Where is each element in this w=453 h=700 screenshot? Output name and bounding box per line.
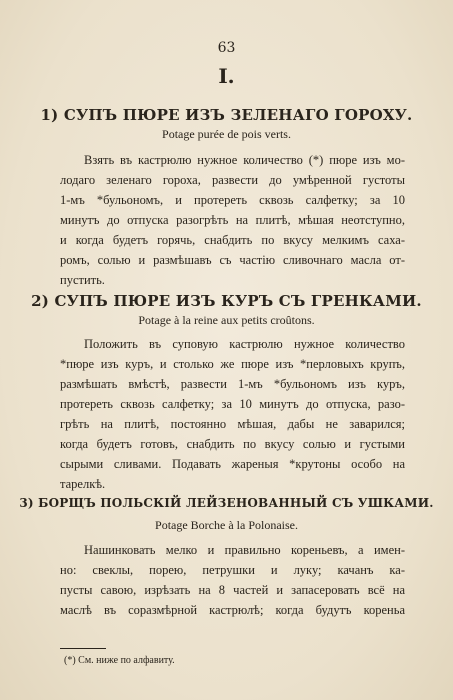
recipe-3-title: 3) БОРЩЪ ПОЛЬСКІЙ ЛЕЙЗЕНОВАННЫЙ СЪ УШКАМИ. — [19, 496, 434, 510]
recipe-3-subtitle: Potage Borche à la Polonaise. — [155, 518, 298, 532]
recipe-1-line: минутъ до отпуска разогрѣть на плитѣ, мѣшая неотступно, — [60, 213, 405, 227]
recipe-3-line: маслѣ въ соразмѣрной кастрюлѣ; когда будутъ кореньа — [60, 603, 405, 617]
recipe-1-line: 1-мъ *бульономъ, и протереть сквозь салфетку; за 10 — [60, 193, 405, 207]
recipe-1-title: 1) СУПЪ ПЮРЕ ИЗЪ ЗЕЛЕНАГО ГОРОХУ. — [40, 106, 413, 124]
section-numeral: I. — [218, 64, 235, 88]
recipe-1-subtitle: Potage purée de pois verts. — [162, 127, 291, 141]
recipe-1-line: и когда будетъ горячь, снабдить по вкусу мелкимъ саха- — [60, 233, 405, 247]
recipe-2-line: протереть сквозь салфетку; за 10 минутъ до отпуска, разо- — [60, 397, 405, 411]
page-number: 63 — [217, 40, 236, 56]
recipe-1-line: пустить. — [60, 273, 105, 287]
recipe-2-line: тарелкѣ. — [60, 477, 106, 491]
recipe-2-line: *пюре изъ куръ, и столько же пюре изъ *перловыхъ крупъ, — [60, 357, 405, 371]
recipe-2-line: грѣть на плитѣ, постоянно мѣшая, дабы не заварился; — [60, 417, 405, 431]
recipe-1-line: Взять въ кастрюлю нужное количество (*) пюре изъ мо- — [84, 153, 405, 167]
recipe-2-title: 2) СУПЪ ПЮРЕ ИЗЪ КУРЪ СЪ ГРЕНКАМИ. — [31, 292, 422, 310]
footnote: (*) См. ниже по алфавиту. — [64, 655, 175, 666]
recipe-2-subtitle: Potage à la reine aux petits croûtons. — [138, 313, 315, 327]
recipe-2-line: сырыми сливами. Подавать жареныя *крутоны особо на — [60, 457, 405, 471]
recipe-3-line: Нашинковать мелко и правильно кореньевъ, а имен- — [84, 543, 405, 557]
recipe-2-line: размѣшать вмѣстѣ, развести 1-мъ *бульономъ изъ куръ, — [60, 377, 405, 391]
footnote-rule — [60, 648, 106, 649]
recipe-1-line: ромъ, солью и размѣшавъ съ частію сливочнаго масла от- — [60, 253, 405, 267]
recipe-1-line: лодаго зеленаго гороха, развести до умѣренной густоты — [60, 173, 405, 187]
recipe-2-line: Положить въ суповую кастрюлю нужное количество — [84, 337, 405, 351]
recipe-2-line: когда будетъ готовъ, снабдить по вкусу солью и густыми — [60, 437, 405, 451]
recipe-3-line: пусты савою, изрѣзать на 8 частей и запасеровать всё на — [60, 583, 405, 597]
recipe-3-line: но: свеклы, порею, петрушки и луку; качанъ ка- — [60, 563, 405, 577]
